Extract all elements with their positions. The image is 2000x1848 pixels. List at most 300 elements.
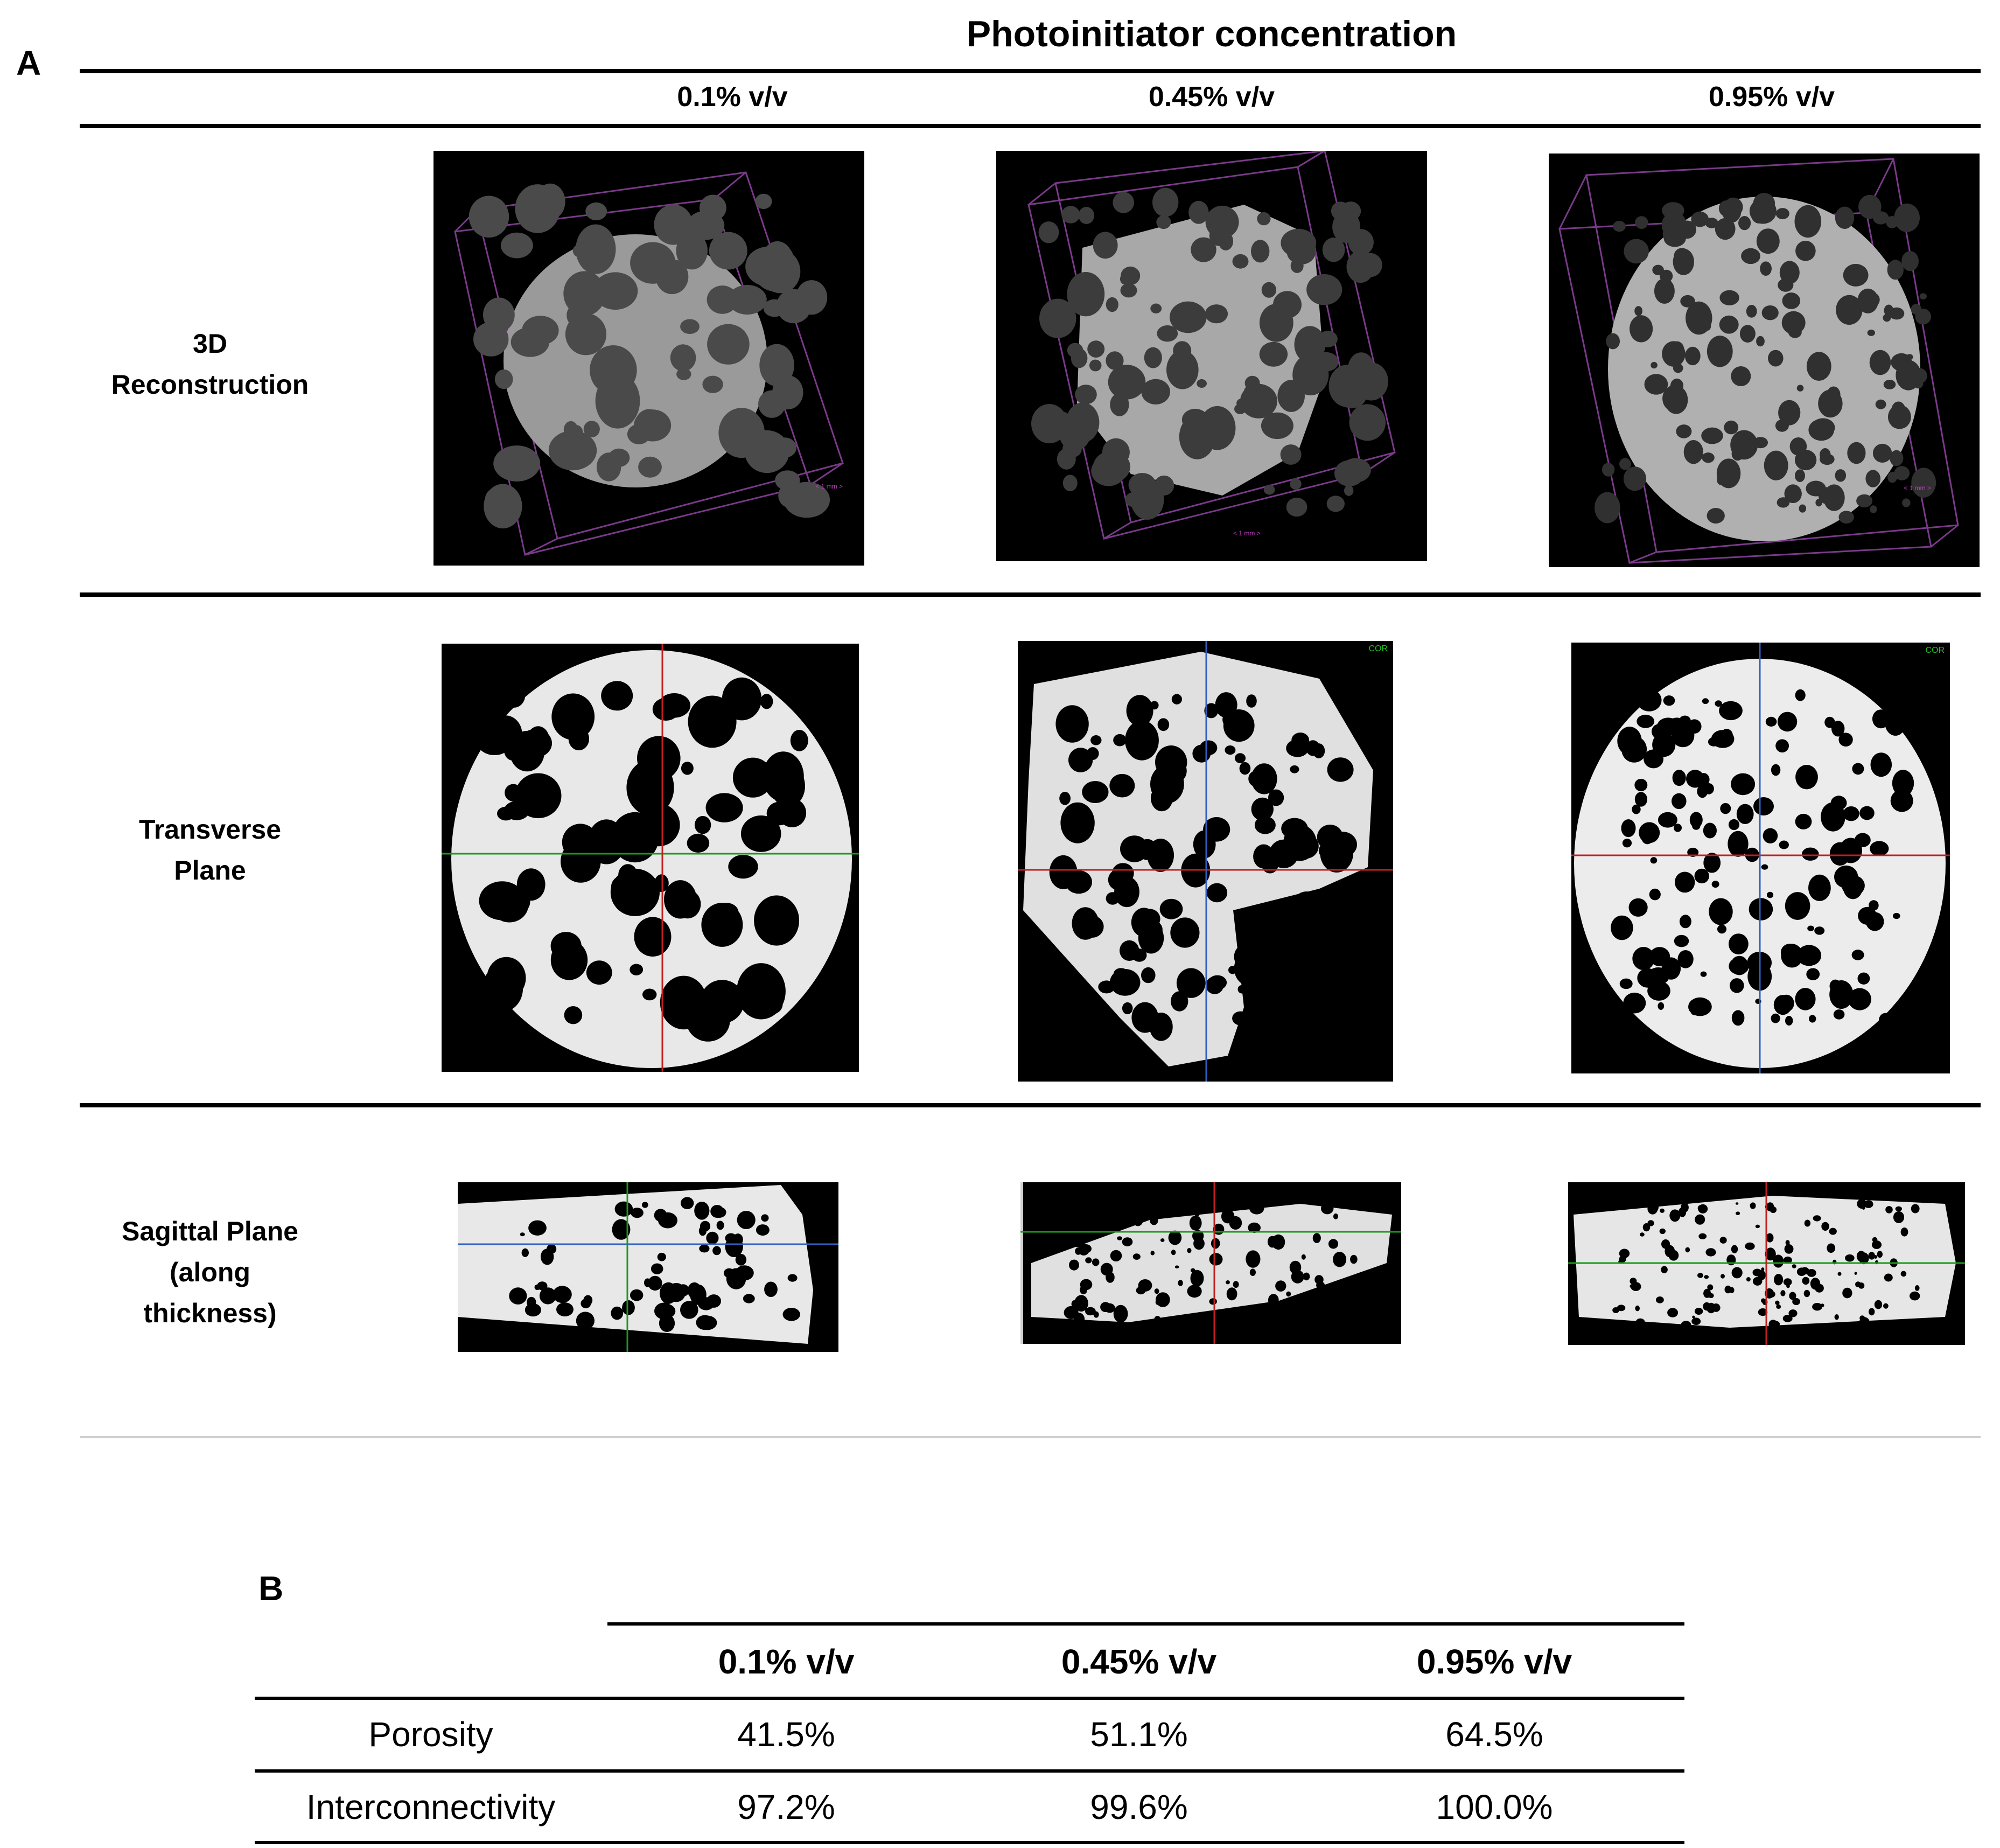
- pore: [1675, 872, 1695, 893]
- pore: [1901, 251, 1919, 271]
- pore: [1324, 1004, 1355, 1034]
- pore: [1902, 498, 1910, 507]
- pore: [1060, 803, 1094, 843]
- pore: [1802, 848, 1819, 861]
- pore: [1234, 951, 1266, 986]
- pore: [676, 232, 708, 270]
- pore: [758, 994, 783, 1015]
- pore: [1729, 958, 1749, 974]
- pore: [1879, 1013, 1893, 1028]
- pore: [1190, 1216, 1202, 1231]
- pore: [1893, 913, 1900, 919]
- pore: [1667, 1308, 1678, 1317]
- pore: [694, 1202, 709, 1220]
- pore: [1232, 1012, 1249, 1026]
- pore: [1806, 968, 1820, 980]
- pore: [1602, 463, 1614, 476]
- pore: [1894, 204, 1920, 232]
- pore: [1736, 1202, 1738, 1205]
- pore: [1665, 386, 1688, 414]
- pore: [1322, 927, 1331, 934]
- pore: [702, 376, 723, 393]
- pore: [1774, 1274, 1783, 1285]
- pore: [1814, 926, 1824, 935]
- pore: [638, 457, 662, 478]
- pore: [1171, 1250, 1176, 1255]
- pore: [1774, 995, 1792, 1015]
- pore: [1166, 350, 1199, 389]
- pore: [1753, 797, 1774, 815]
- pore: [1113, 734, 1126, 747]
- pore: [1223, 709, 1255, 742]
- pore: [1094, 1312, 1099, 1318]
- pore: [501, 233, 533, 259]
- pore: [1636, 1319, 1645, 1326]
- pore: [1856, 494, 1872, 507]
- pore: [1834, 866, 1858, 888]
- pore: [1117, 1236, 1122, 1240]
- image-sagittal-0.45: [1020, 1182, 1401, 1344]
- pore: [1345, 1310, 1352, 1317]
- pore: [681, 762, 694, 775]
- pore: [1175, 1265, 1179, 1268]
- pore: [1830, 842, 1850, 866]
- pore: [1776, 208, 1789, 219]
- pore: [1333, 1214, 1338, 1219]
- pore: [1125, 721, 1159, 761]
- pore: [1732, 1010, 1745, 1026]
- pore: [700, 195, 726, 221]
- pore: [1885, 710, 1906, 736]
- pore: [576, 1312, 595, 1329]
- pore: [1891, 402, 1905, 419]
- pore: [1321, 1203, 1333, 1214]
- pore: [1069, 1260, 1079, 1271]
- pore: [1737, 804, 1754, 824]
- pore: [1187, 1248, 1191, 1253]
- pore: [1290, 1261, 1302, 1274]
- pore: [1808, 875, 1831, 901]
- pore: [1852, 950, 1864, 960]
- pore: [1240, 762, 1251, 775]
- pore: [1262, 282, 1276, 298]
- pore: [550, 1325, 556, 1331]
- pore: [1753, 1269, 1762, 1277]
- pore: [1732, 1267, 1743, 1278]
- pore: [1855, 833, 1871, 847]
- pore: [1160, 899, 1183, 919]
- pore: [1707, 336, 1733, 367]
- pore: [1770, 1207, 1777, 1213]
- panel-b-letter: B: [258, 1569, 284, 1608]
- pore: [1649, 947, 1670, 966]
- pore: [1838, 733, 1852, 747]
- pore: [1333, 1252, 1346, 1267]
- pore: [1112, 1223, 1119, 1231]
- pore: [1131, 1002, 1158, 1033]
- pore: [1031, 404, 1067, 443]
- pore: [1859, 806, 1875, 820]
- panel-separator: [80, 1436, 1981, 1438]
- pore: [1715, 700, 1722, 707]
- pore: [690, 1285, 707, 1305]
- pore: [1251, 240, 1269, 262]
- pore: [674, 890, 701, 919]
- pore: [631, 1208, 644, 1218]
- pore: [687, 834, 710, 853]
- pore: [1862, 1207, 1865, 1210]
- pore: [1261, 413, 1293, 439]
- pore: [1656, 1296, 1664, 1303]
- pore: [1651, 362, 1658, 368]
- pore: [728, 285, 767, 315]
- pore: [1885, 1206, 1893, 1214]
- pore: [1260, 342, 1288, 367]
- pore: [1205, 304, 1228, 323]
- pore: [1785, 1244, 1794, 1254]
- pore: [1686, 770, 1704, 787]
- pore: [509, 1287, 527, 1305]
- pore: [482, 965, 523, 1012]
- pore: [1910, 1292, 1920, 1301]
- pore: [1348, 229, 1374, 255]
- pore: [563, 271, 605, 316]
- pore: [1820, 454, 1835, 465]
- pore: [710, 1205, 724, 1218]
- pore: [1911, 468, 1936, 498]
- pore: [1719, 316, 1739, 334]
- image-sagittal-0.1: [458, 1182, 838, 1352]
- table-cell: 51.1%: [1090, 1715, 1188, 1754]
- pore: [1672, 793, 1687, 809]
- pore: [1621, 819, 1636, 837]
- pore: [1684, 440, 1703, 464]
- pore: [1730, 430, 1758, 460]
- pore: [1857, 1251, 1866, 1261]
- pore: [1209, 226, 1229, 246]
- table-rule-mid: [255, 1769, 1684, 1773]
- pore: [1730, 978, 1744, 993]
- pore: [1882, 1321, 1892, 1329]
- pore: [1170, 917, 1199, 947]
- pore: [1736, 1211, 1740, 1215]
- pore: [1884, 380, 1896, 389]
- pore: [1823, 484, 1845, 511]
- pore: [1795, 450, 1816, 470]
- pore: [1643, 1223, 1651, 1231]
- pore: [1698, 1205, 1705, 1211]
- pore: [520, 1232, 525, 1236]
- table-col-head-3: 0.95% v/v: [1416, 1642, 1572, 1681]
- pore: [699, 1245, 709, 1253]
- pore: [1719, 290, 1739, 305]
- pore: [717, 1221, 724, 1230]
- pore: [1775, 420, 1789, 432]
- pore: [1169, 1231, 1182, 1245]
- pore: [1654, 278, 1675, 304]
- pore: [1783, 1315, 1793, 1322]
- table-col-head-1: 0.1% v/v: [718, 1642, 855, 1681]
- pore: [1138, 1279, 1152, 1292]
- pore: [1728, 831, 1748, 857]
- pore: [1039, 221, 1059, 243]
- pore: [1746, 1277, 1751, 1281]
- pore: [1150, 701, 1159, 710]
- pore: [1663, 695, 1675, 706]
- row-label-line: 3D: [193, 329, 227, 359]
- pore: [1079, 207, 1094, 224]
- pore: [1619, 458, 1631, 470]
- pore: [1066, 402, 1100, 443]
- pore: [765, 257, 780, 271]
- pore: [1870, 841, 1889, 856]
- pore: [1813, 1215, 1821, 1221]
- pore: [1719, 701, 1743, 720]
- pore: [1802, 1277, 1809, 1285]
- pore: [1766, 1233, 1774, 1243]
- pore: [1768, 1320, 1778, 1328]
- pore: [745, 430, 789, 473]
- pore: [737, 1211, 756, 1229]
- pore: [1160, 1238, 1165, 1242]
- pore: [1821, 803, 1845, 832]
- pore: [1268, 1294, 1279, 1306]
- pore: [1660, 1229, 1666, 1234]
- pore: [804, 485, 816, 499]
- pore: [1154, 1316, 1160, 1323]
- pore: [1613, 221, 1626, 232]
- pore: [1795, 241, 1816, 261]
- pore: [1775, 1301, 1779, 1305]
- pore: [1121, 267, 1140, 285]
- pore: [1293, 833, 1319, 859]
- pore: [1098, 980, 1115, 993]
- pore: [564, 1006, 583, 1024]
- pore: [1896, 1207, 1902, 1211]
- pore: [1697, 1273, 1703, 1278]
- pore: [1834, 1009, 1845, 1020]
- pore: [1074, 1295, 1088, 1312]
- pore: [1331, 1303, 1342, 1314]
- pore: [1629, 898, 1648, 917]
- pore: [1884, 1274, 1893, 1282]
- pore: [1720, 803, 1731, 814]
- pore: [1677, 950, 1693, 968]
- pore: [1635, 216, 1648, 229]
- pore: [1691, 212, 1709, 227]
- pore: [497, 807, 515, 821]
- pore: [1050, 855, 1078, 889]
- pore: [1676, 424, 1691, 438]
- pore: [1059, 318, 1071, 332]
- pore: [1150, 765, 1184, 804]
- pore: [483, 297, 515, 332]
- pore: [1191, 1268, 1195, 1273]
- pore: [1611, 916, 1633, 940]
- pore: [1717, 458, 1740, 488]
- pore: [1122, 1002, 1133, 1014]
- pore: [1101, 1263, 1113, 1276]
- pore: [1250, 1268, 1256, 1276]
- pore: [1685, 347, 1701, 365]
- pore: [1154, 476, 1174, 496]
- pore: [1187, 1285, 1202, 1298]
- pore: [1092, 1258, 1100, 1266]
- pore: [1141, 379, 1170, 405]
- pore: [1692, 822, 1700, 830]
- pore: [1756, 336, 1765, 346]
- cor-tag: COR: [1368, 644, 1388, 653]
- pore: [1236, 399, 1246, 407]
- pore: [1839, 511, 1854, 524]
- pore: [1063, 475, 1078, 492]
- pore: [1724, 421, 1738, 435]
- pore: [1290, 765, 1299, 773]
- pore: [1649, 889, 1661, 901]
- pore: [1110, 1250, 1122, 1261]
- pore: [519, 788, 547, 812]
- pore: [1345, 366, 1381, 396]
- pore: [1869, 900, 1879, 910]
- pore: [709, 232, 747, 270]
- pore: [1892, 770, 1914, 796]
- pore: [1818, 389, 1842, 417]
- pore: [1691, 1317, 1701, 1325]
- pore: [522, 1249, 529, 1257]
- pore: [1147, 839, 1174, 872]
- pore: [1087, 340, 1104, 358]
- pore: [1221, 1209, 1234, 1223]
- pore: [1661, 1239, 1670, 1249]
- pore: [1662, 341, 1686, 366]
- pore: [1159, 1202, 1172, 1214]
- pore: [1268, 901, 1297, 935]
- pore: [1859, 1317, 1870, 1329]
- pore: [1662, 202, 1684, 219]
- pore: [1873, 211, 1889, 224]
- pore: [1812, 1303, 1822, 1310]
- image-3d-reconstruction-0.1: [433, 151, 864, 566]
- pore: [1778, 712, 1797, 732]
- pore: [1200, 741, 1218, 756]
- pore: [1251, 798, 1274, 821]
- pore: [1836, 295, 1862, 325]
- pore: [1144, 347, 1162, 368]
- pore: [522, 316, 558, 345]
- pore: [630, 964, 643, 975]
- pore: [1721, 1274, 1725, 1278]
- pore: [1845, 1254, 1855, 1262]
- pore: [1760, 261, 1772, 276]
- pore: [1624, 239, 1648, 264]
- pore: [1211, 1238, 1220, 1249]
- pore: [1290, 478, 1302, 490]
- pore: [1893, 1211, 1904, 1223]
- pore: [1617, 1305, 1626, 1311]
- pore: [1864, 1200, 1873, 1208]
- pore: [1233, 1281, 1239, 1288]
- pore: [540, 1287, 556, 1304]
- pore: [743, 1294, 755, 1303]
- image-transverse-0.95: [1571, 643, 1950, 1073]
- pore: [1731, 366, 1751, 386]
- pore: [551, 932, 582, 960]
- pore: [1652, 724, 1666, 739]
- pore: [561, 840, 601, 883]
- pore: [1658, 1002, 1664, 1010]
- pore: [1277, 380, 1305, 412]
- pore: [630, 1289, 643, 1301]
- pore: [1302, 1254, 1306, 1260]
- pore: [1634, 779, 1647, 791]
- pore: [1640, 1232, 1645, 1237]
- pore: [728, 855, 758, 878]
- pore: [660, 976, 707, 1030]
- pore: [1835, 1314, 1839, 1320]
- pore: [1695, 1308, 1703, 1315]
- pore: [583, 1295, 592, 1306]
- pore: [601, 681, 633, 710]
- table-cell: 100.0%: [1436, 1788, 1553, 1826]
- pore: [1120, 835, 1149, 862]
- header-rule-bottom: [80, 124, 1981, 128]
- pore: [1620, 979, 1633, 989]
- pore: [1866, 912, 1884, 931]
- pore: [1093, 451, 1130, 483]
- pore: [1872, 1237, 1878, 1243]
- pore: [1066, 1306, 1076, 1317]
- pore: [1827, 1244, 1835, 1253]
- pore: [1349, 404, 1386, 441]
- pore: [1647, 981, 1670, 1001]
- pore: [772, 375, 803, 409]
- row-rule-2: [80, 1103, 1981, 1107]
- pore: [1808, 419, 1834, 441]
- pore: [1634, 306, 1642, 316]
- pore: [541, 1249, 554, 1265]
- pore: [1233, 254, 1249, 269]
- pore: [1286, 1292, 1291, 1297]
- pore: [1703, 823, 1717, 839]
- pore: [1069, 287, 1092, 306]
- pore: [1669, 1209, 1680, 1222]
- panel-a-letter: A: [16, 44, 41, 82]
- pore: [1100, 1302, 1111, 1312]
- pore: [1314, 1275, 1324, 1284]
- pore: [611, 1307, 623, 1320]
- pore: [1606, 333, 1620, 350]
- pore: [1090, 735, 1101, 745]
- pore: [1106, 297, 1118, 312]
- pore: [775, 470, 800, 490]
- pore: [1624, 466, 1646, 491]
- col-head-2: 0.45% v/v: [1148, 81, 1275, 113]
- pore: [1870, 505, 1877, 513]
- pore: [1344, 485, 1353, 496]
- pore: [1085, 1257, 1092, 1263]
- image-sagittal-0.95: [1568, 1182, 1965, 1345]
- pore: [1741, 248, 1760, 264]
- pore: [1673, 249, 1694, 275]
- pore: [706, 1232, 718, 1244]
- pore: [642, 989, 656, 1001]
- pore: [1264, 485, 1275, 495]
- pore: [1295, 326, 1326, 363]
- pore: [1066, 1202, 1073, 1208]
- pore: [1807, 352, 1831, 381]
- pore: [788, 1274, 798, 1282]
- pore: [1327, 757, 1354, 782]
